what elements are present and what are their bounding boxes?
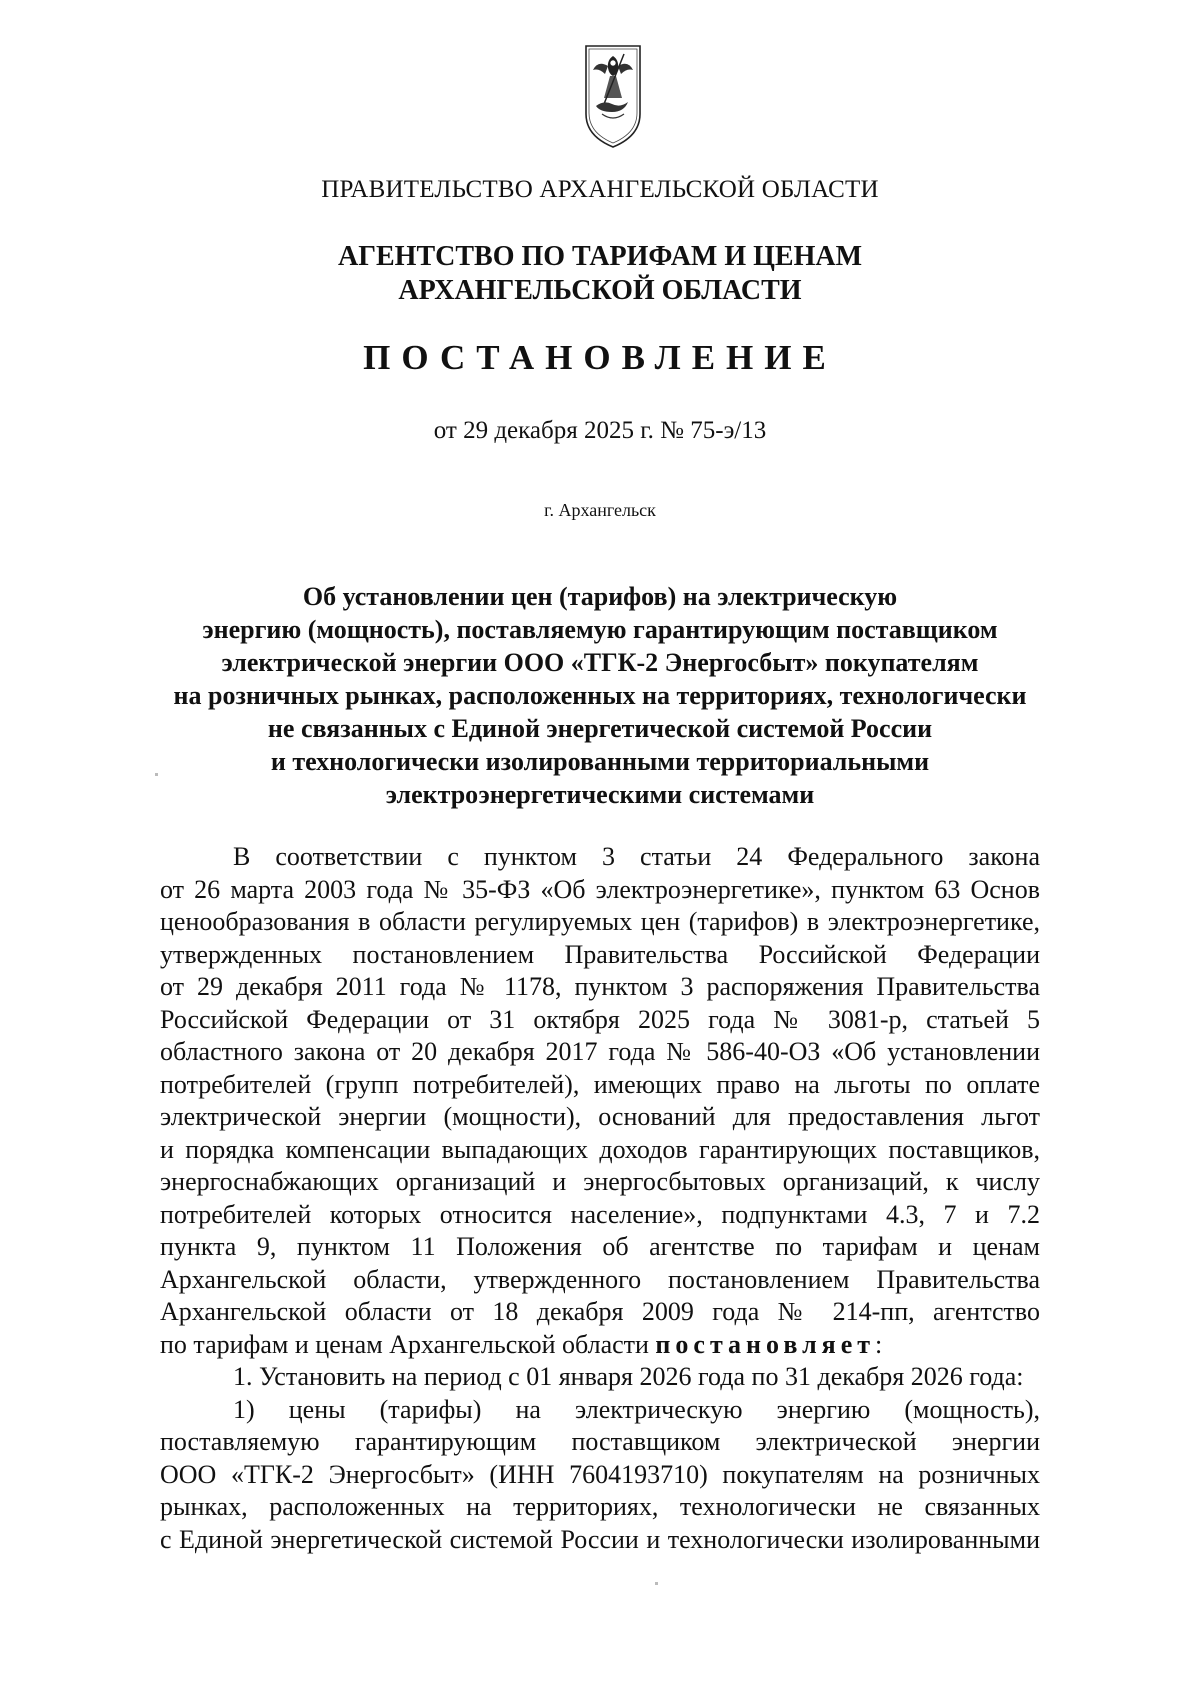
coat-of-arms-emblem	[584, 44, 642, 149]
body-line: от 26 марта 2003 года № 35-ФЗ «Об электроэнергетике», пунктом 63 Основ	[160, 874, 1040, 904]
item-1: 1. Установить на период с 01 января 2026 года по 31 декабря 2026 года:	[233, 1362, 1024, 1391]
document-date-number: от 29 декабря 2025 г. № 75-э/13	[433, 417, 767, 444]
item-1-sub-line: поставляемую гарантирующим поставщиком электрической энергии	[160, 1427, 1040, 1456]
body-line: Архангельской области от 18 декабря 2009 года № 214-пп, агентство	[160, 1297, 1040, 1326]
subject-line: не связанных с Единой энергетической системой России	[267, 714, 933, 743]
document-subject	[160, 580, 1040, 811]
resolve-keyword: постановляет	[655, 1329, 876, 1359]
body-line: потребителей которых относится население», подпунктами 4.3, 7 и 7.2	[160, 1199, 1040, 1229]
government-name: ПРАВИТЕЛЬСТВО АРХАНГЕЛЬСКОЙ ОБЛАСТИ	[321, 176, 879, 203]
body-line: Российской Федерации от 31 октября 2025 года № 3081-р, статьей 5	[160, 1004, 1040, 1034]
scan-speck	[155, 773, 158, 776]
resolve-suffix: :	[875, 1329, 883, 1359]
body-line: энергоснабжающих организаций и энергосбытовых организаций, к числу	[160, 1167, 1040, 1196]
body-line: пункта 9, пунктом 11 Положения об агентстве по тарифам и ценам	[160, 1232, 1040, 1261]
document-type: ПОСТАНОВЛЕНИЕ	[363, 338, 837, 377]
body-line: электрической энергии (мощности), оснований для предоставления льгот	[160, 1102, 1040, 1131]
item-1-sub-line: с Единой энергетической системой России и технологически изолированными	[160, 1524, 1040, 1554]
subject-line: электрической энергии ООО «ТГК-2 Энергосбыт» покупателям	[221, 648, 979, 677]
document-city: г. Архангельск	[544, 500, 656, 520]
body-line: ценообразования в области регулируемых цен (тарифов) в электроэнергетике,	[160, 907, 1040, 936]
agency-name-line-2: АРХАНГЕЛЬСКОЙ ОБЛАСТИ	[398, 275, 802, 306]
subject-line: энергию (мощность), поставляемую гарантирующим поставщиком	[202, 615, 998, 644]
item-1-sub-line: рынках, расположенных на территориях, технологически не связанных	[160, 1492, 1040, 1521]
subject-line: электроэнергетическими системами	[385, 780, 815, 809]
scan-speck	[655, 1582, 658, 1585]
body-line: утвержденных постановлением Правительства Российской Федерации	[160, 939, 1040, 969]
resolve-line	[160, 1329, 1040, 1362]
body-line: потребителей (групп потребителей), имеющих право на льготы по оплате	[160, 1069, 1040, 1099]
body-line: В соответствии с пунктом 3 статьи 24 Федерального закона	[233, 842, 1040, 871]
subject-line: Об установлении цен (тарифов) на электрическую	[302, 582, 898, 611]
coat-of-arms-archangel-icon	[584, 44, 642, 149]
agency-name-line-1: АГЕНТСТВО ПО ТАРИФАМ И ЦЕНАМ	[337, 241, 863, 272]
document-body	[160, 841, 1040, 1556]
resolve-prefix: по тарифам и ценам Архангельской области	[160, 1329, 656, 1359]
item-1-sub-line: ООО «ТГК-2 Энергосбыт» (ИНН 7604193710) покупателям на розничных	[160, 1459, 1040, 1489]
subject-line: и технологически изолированными территориальными	[270, 747, 930, 776]
body-line: Архангельской области, утвержденного постановлением Правительства	[160, 1264, 1040, 1294]
body-line: областного закона от 20 декабря 2017 года № 586-40-ОЗ «Об установлении	[160, 1037, 1040, 1066]
agency-name	[0, 240, 1200, 308]
item-1-sub-line: 1) цены (тарифы) на электрическую энергию (мощность),	[233, 1394, 1040, 1424]
body-line: и порядка компенсации выпадающих доходов гарантирующих поставщиков,	[160, 1134, 1040, 1164]
body-line: от 29 декабря 2011 года № 1178, пунктом 3 распоряжения Правительства	[160, 972, 1040, 1001]
subject-line: на розничных рынках, расположенных на территориях, технологически	[173, 681, 1027, 710]
